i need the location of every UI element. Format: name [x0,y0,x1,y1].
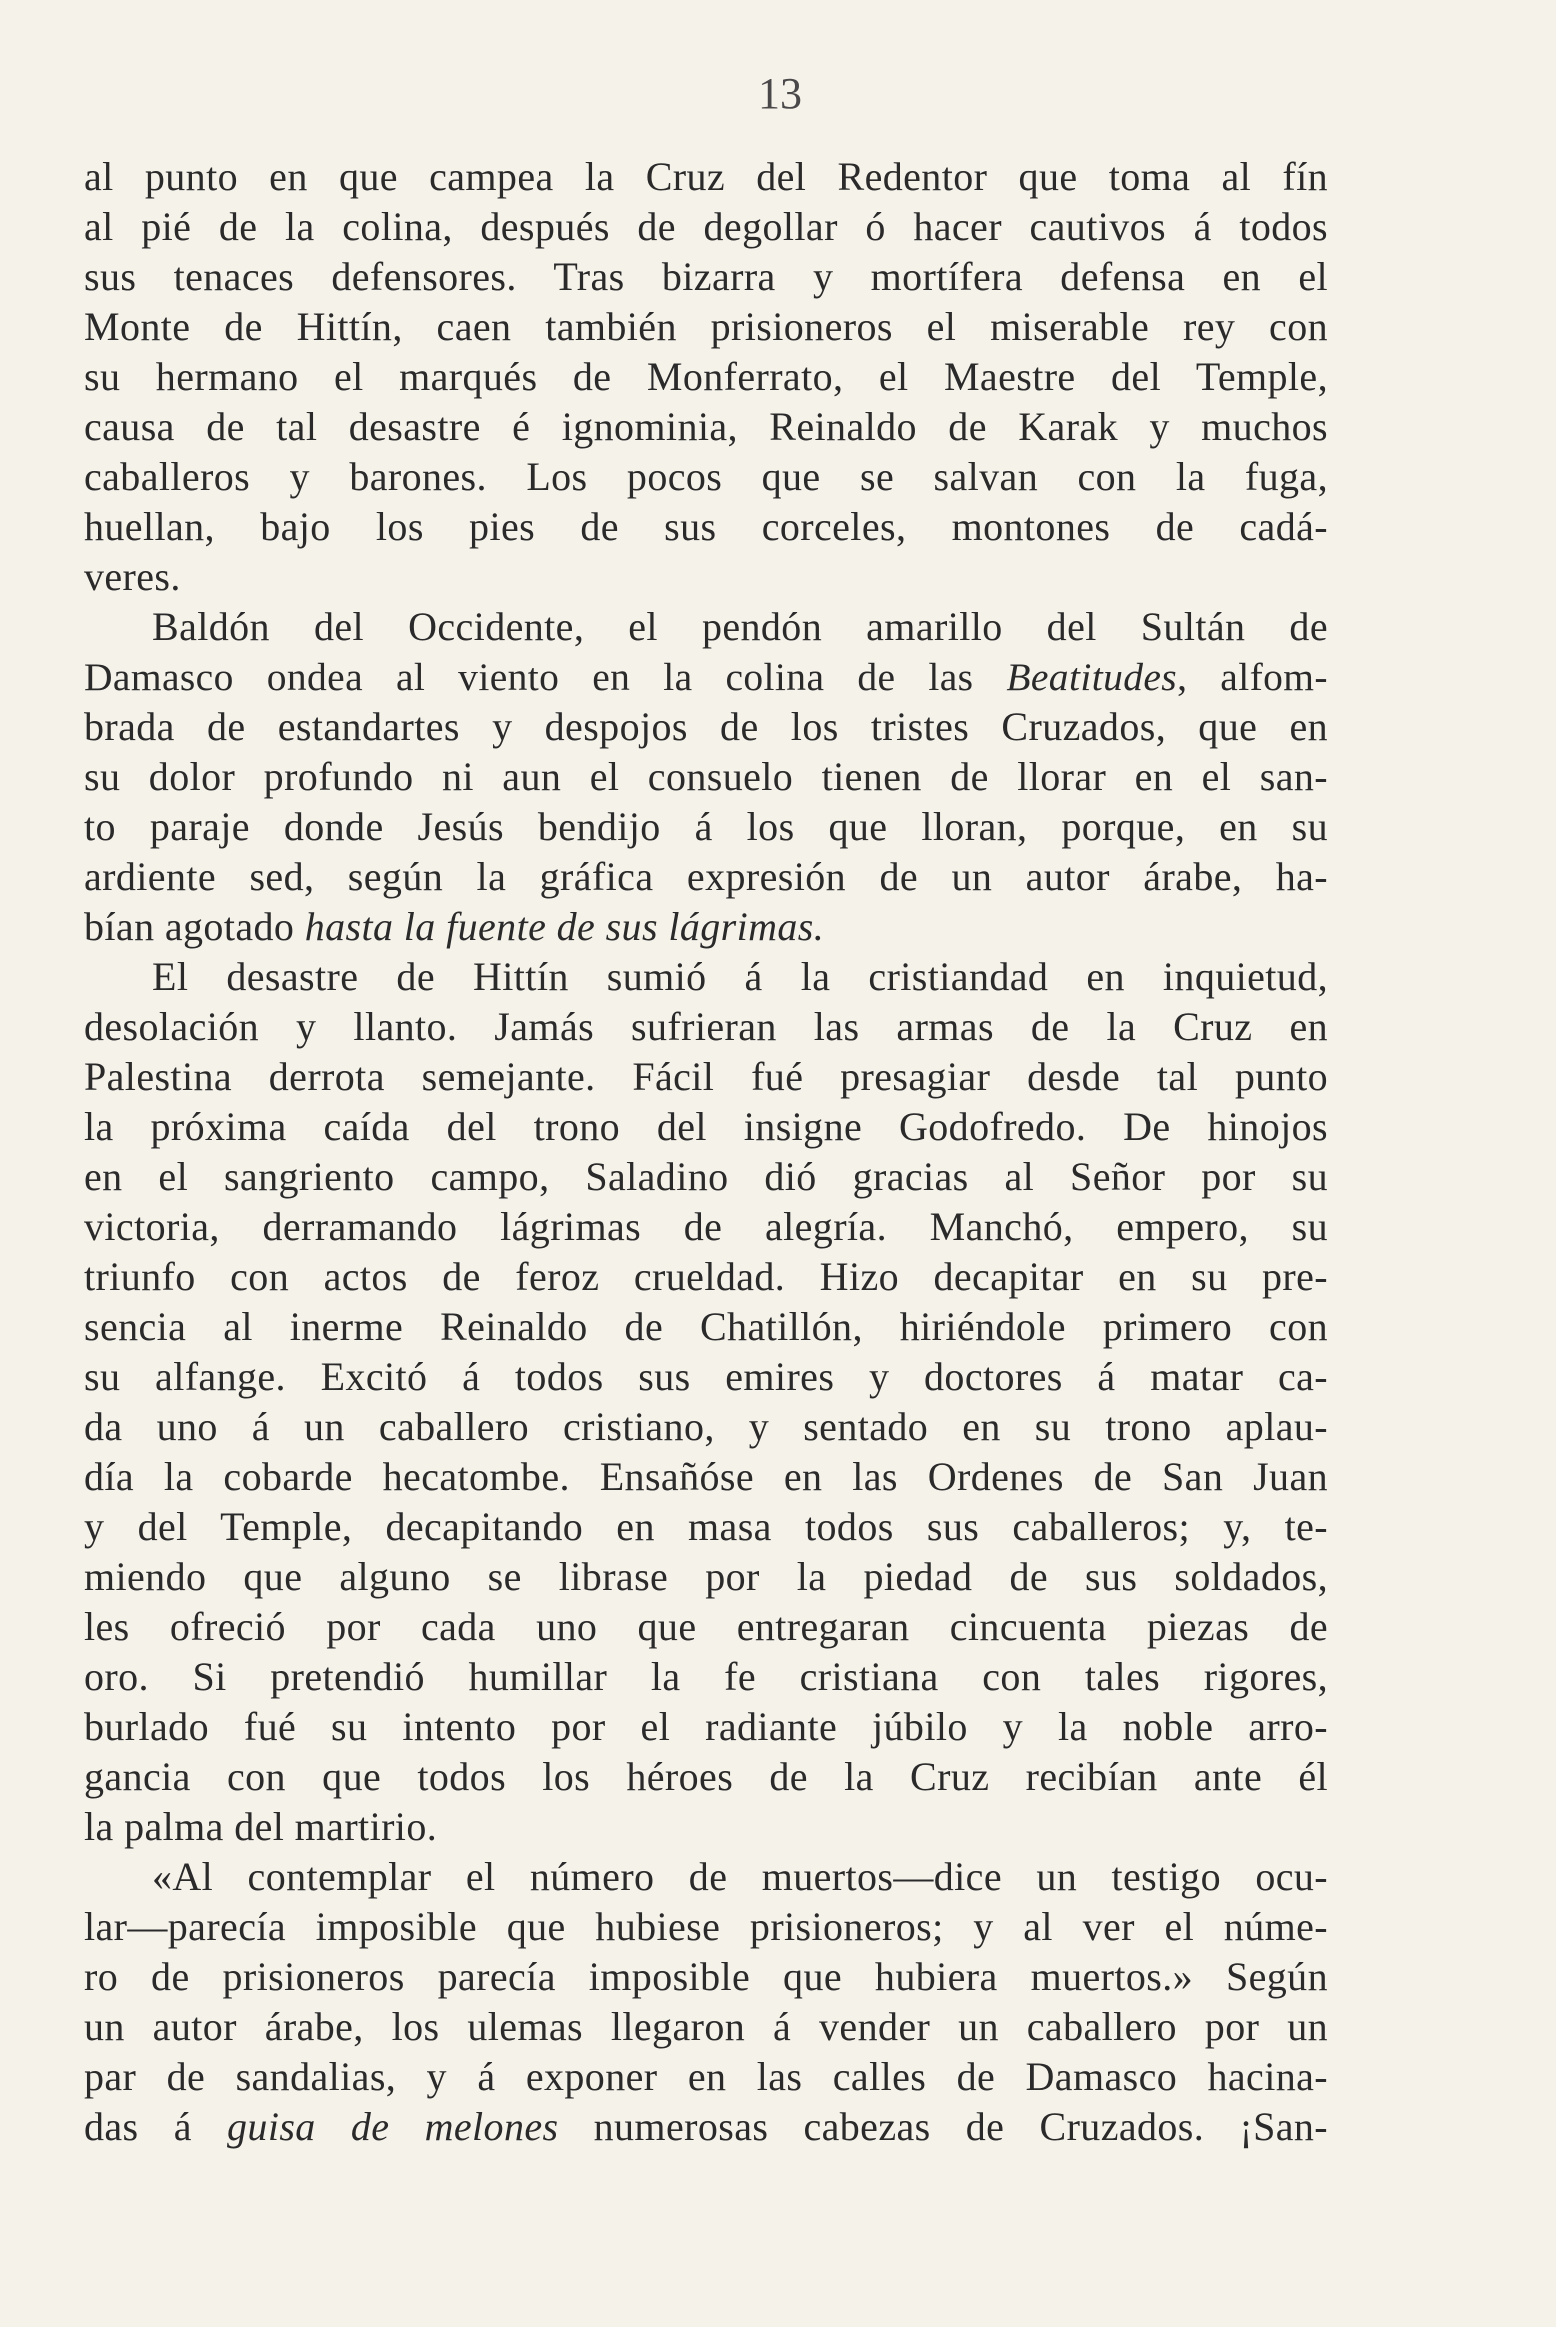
text-line [84,1102,1328,1152]
text-line [84,1352,1328,1402]
text-line [84,602,1328,652]
text-line [84,1502,1328,1552]
line-text: causa de tal desastre é ignominia, Reinaldo de Karak y muchos [84,404,1328,449]
text-line [84,802,1328,852]
line-text: en el sangriento campo, Saladino dió gracias al Señor por su [84,1154,1328,1199]
text-line [84,1002,1328,1052]
text-line [84,1752,1328,1802]
text-line [84,1702,1328,1752]
text-line [84,1602,1328,1652]
line-text: su dolor profundo ni aun el consuelo tienen de llorar en el san- [84,754,1328,799]
text-line [84,402,1328,452]
text-line [84,1652,1328,1702]
text-line [84,1852,1328,1902]
line-text: Baldón del Occidente, el pendón amarillo del Sultán de [152,604,1328,649]
line-text: huellan, bajo los pies de sus corceles, montones de cadá- [84,504,1328,549]
text-line [84,1202,1328,1252]
line-text: la palma del martirio. [84,1804,438,1849]
line-text: la próxima caída del trono del insigne Godofredo. De hinojos [84,1104,1328,1149]
line-text: par de sandalias, y á exponer en las calles de Damasco hacina- [84,2054,1328,2099]
text-line [84,252,1328,302]
line-text: da uno á un caballero cristiano, y sentado en su trono aplau- [84,1404,1328,1449]
line-text: victoria, derramando lágrimas de alegría. Manchó, empero, su [84,1204,1328,1249]
line-text: caballeros y barones. Los pocos que se salvan con la fuga, [84,454,1328,499]
text-line [84,652,1328,702]
line-text: oro. Si pretendió humillar la fe cristiana con tales rigores, [84,1654,1328,1699]
line-text: al punto en que campea la Cruz del Redentor que toma al fín [84,154,1328,199]
text-line [84,352,1328,402]
text-line [84,1952,1328,2002]
line-text: bían agotado [84,904,305,949]
italic-text: guisa de melones [227,2104,559,2149]
italic-text: hasta la fuente de sus lágrimas. [304,904,825,949]
line-text: un autor árabe, los ulemas llegaron á vender un caballero por un [84,2004,1328,2049]
line-text: numerosas cabezas de Cruzados. ¡San- [558,2104,1328,2149]
line-text: triunfo con actos de feroz crueldad. Hizo decapitar en su pre- [84,1254,1328,1299]
text-line [84,152,1328,202]
text-line [84,1252,1328,1302]
text-line [84,752,1328,802]
line-text: El desastre de Hittín sumió á la cristiandad en inquietud, [152,954,1328,999]
line-text: burlado fué su intento por el radiante júbilo y la noble arro- [84,1704,1328,1749]
line-text: brada de estandartes y despojos de los tristes Cruzados, que en [84,704,1328,749]
text-line [84,2002,1328,2052]
line-text: día la cobarde hecatombe. Ensañóse en las Ordenes de San Juan [84,1454,1328,1499]
text-line [84,1552,1328,1602]
line-text: ro de prisioneros parecía imposible que hubiera muertos.» Según [84,1954,1328,1999]
line-text: su alfange. Excitó á todos sus emires y doctores á matar ca- [84,1354,1328,1399]
text-line [84,702,1328,752]
italic-text: Beatitudes [1006,655,1178,699]
text-line [84,2052,1328,2102]
line-text: sus tenaces defensores. Tras bizarra y mortífera defensa en el [84,254,1328,299]
text-line [84,552,1328,602]
line-text: Palestina derrota semejante. Fácil fué presagiar desde tal punto [84,1054,1328,1099]
text-line [84,1802,1328,1852]
line-text: su hermano el marqués de Monferrato, el Maestre del Temple, [84,354,1328,399]
text-line [84,952,1328,1002]
text-line [84,1902,1328,1952]
text-line [84,2102,1328,2152]
line-text: al pié de la colina, después de degollar ó hacer cautivos á todos [84,204,1328,249]
text-line [84,902,1328,952]
line-text: les ofreció por cada uno que entregaran cincuenta piezas de [84,1604,1328,1649]
line-text: Damasco ondea al viento en la colina de las [84,655,1007,699]
line-text: y del Temple, decapitando en masa todos sus caballeros; y, te- [84,1504,1328,1549]
line-text: Monte de Hittín, caen también prisioneros el miserable rey con [84,304,1328,349]
line-text: , alfom- [1177,655,1328,699]
line-text: ardiente sed, según la gráfica expresión de un autor árabe, ha- [84,854,1328,899]
line-text: veres. [84,554,181,599]
text-line [84,452,1328,502]
text-line [84,1302,1328,1352]
line-text: gancia con que todos los héroes de la Cruz recibían ante él [84,1754,1328,1799]
page-number: 13 [758,69,802,118]
text-line [84,202,1328,252]
line-text: miendo que alguno se librase por la piedad de sus soldados, [84,1554,1328,1599]
body-text [84,152,1328,2152]
line-text: to paraje donde Jesús bendijo á los que lloran, porque, en su [84,804,1328,849]
text-line [84,1402,1328,1452]
line-text: «Al contemplar el número de muertos—dice un testigo ocu- [152,1854,1328,1899]
line-text: desolación y llanto. Jamás sufrieran las armas de la Cruz en [84,1004,1328,1049]
text-line [84,1052,1328,1102]
text-line [84,852,1328,902]
line-text: das á [84,2104,228,2149]
text-line [84,302,1328,352]
text-line [84,1152,1328,1202]
line-text: lar—parecía imposible que hubiese prisioneros; y al ver el núme- [84,1904,1328,1949]
text-line [84,502,1328,552]
text-line [84,1452,1328,1502]
line-text: sencia al inerme Reinaldo de Chatillón, hiriéndole primero con [84,1304,1328,1349]
